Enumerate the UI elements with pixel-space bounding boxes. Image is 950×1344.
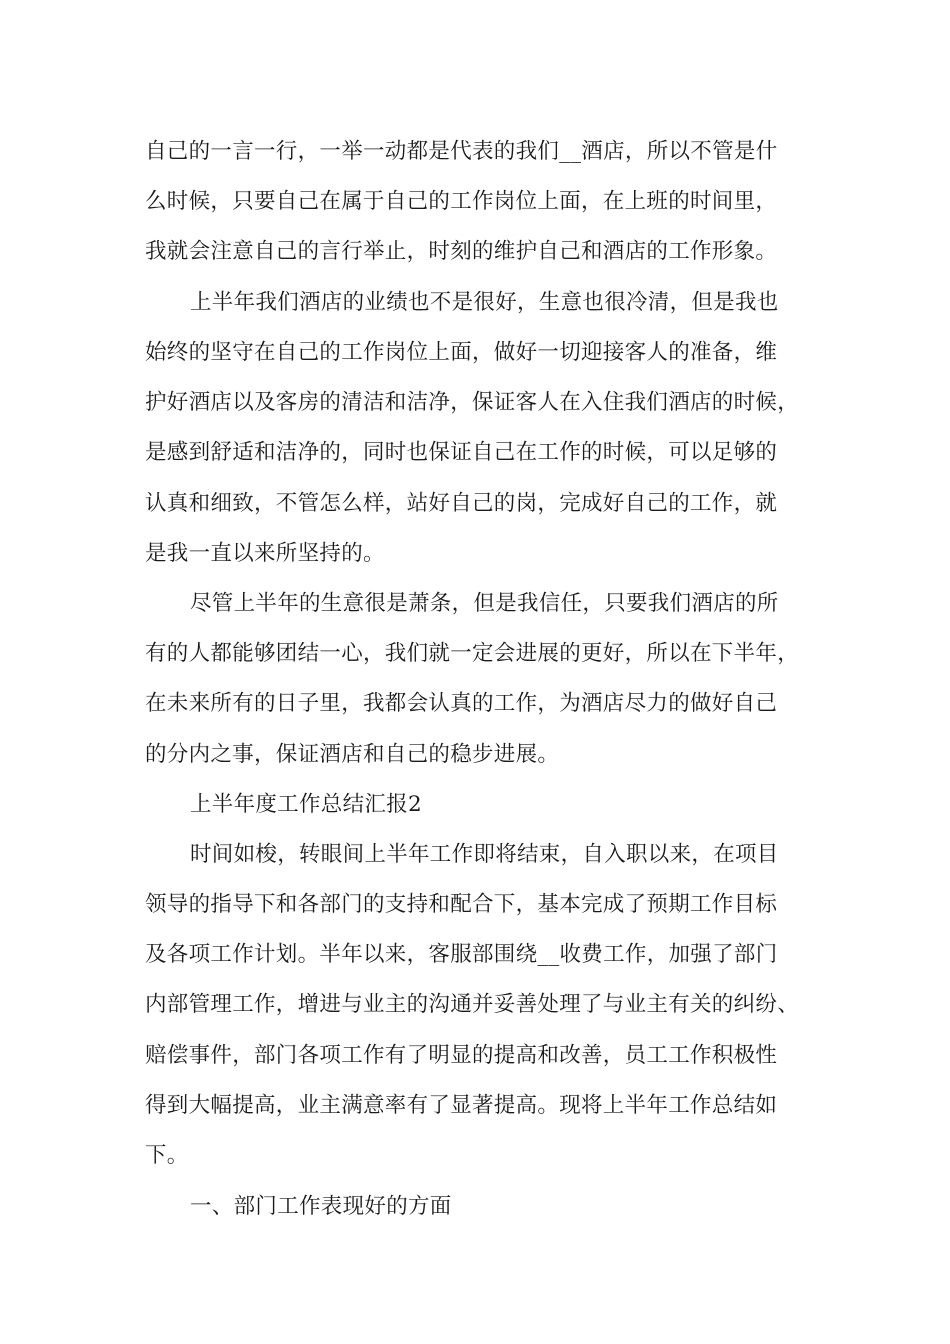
paragraph-first-line: 时间如梭，转眼间上半年工作即将结束，自入职以来，在项目 [190, 842, 779, 867]
text-line: 内部管理工作，增进与业主的沟通并妥善处理了与业主有关的纠纷、 [145, 992, 800, 1017]
text-line: 我就会注意自己的言行举止，时刻的维护自己和酒店的工作形象。 [145, 239, 778, 264]
text-line: 么时候，只要自己在属于自己的工作岗位上面，在上班的时间里， [145, 189, 778, 214]
text-line: 及各项工作计划。半年以来，客服部围绕__收费工作，加强了部门 [145, 942, 778, 967]
text-line: 认真和细致，不管怎么样，站好自己的岗，完成好自己的工作，就 [145, 491, 778, 516]
text-line: 领导的指导下和各部门的支持和配合下，基本完成了预期工作目标 [145, 892, 778, 917]
section-heading: 上半年度工作总结汇报2 [190, 792, 422, 817]
paragraph-first-line: 上半年我们酒店的业绩也不是很好，生意也很冷清，但是我也 [190, 290, 779, 315]
paragraph-first-line: 尽管上半年的生意很是萧条，但是我信任，只要我们酒店的所 [190, 591, 779, 616]
text-line: 得到大幅提高，业主满意率有了显著提高。现将上半年工作总结如 [145, 1093, 778, 1118]
text-line: 始终的坚守在自己的工作岗位上面，做好一切迎接客人的准备，维 [145, 340, 778, 365]
text-line: 是我一直以来所坚持的。 [145, 541, 385, 566]
text-line: 是感到舒适和洁净的，同时也保证自己在工作的时候，可以足够的 [145, 440, 778, 465]
text-line: 有的人都能够团结一心，我们就一定会进展的更好，所以在下半年， [145, 641, 800, 666]
text-line: 赔偿事件，部门各项工作有了明显的提高和改善，员工工作积极性 [145, 1043, 778, 1068]
text-line: 下。 [145, 1143, 189, 1168]
text-line: 自己的一言一行，一举一动都是代表的我们__酒店，所以不管是什 [145, 139, 778, 164]
text-line: 护好酒店以及客房的清洁和洁净，保证客人在入住我们酒店的时候， [145, 390, 800, 415]
text-line: 在未来所有的日子里，我都会认真的工作，为酒店尽力的做好自己 [145, 691, 778, 716]
subsection-heading: 一、部门工作表现好的方面 [190, 1194, 452, 1219]
text-line: 的分内之事，保证酒店和自己的稳步进展。 [145, 742, 560, 767]
